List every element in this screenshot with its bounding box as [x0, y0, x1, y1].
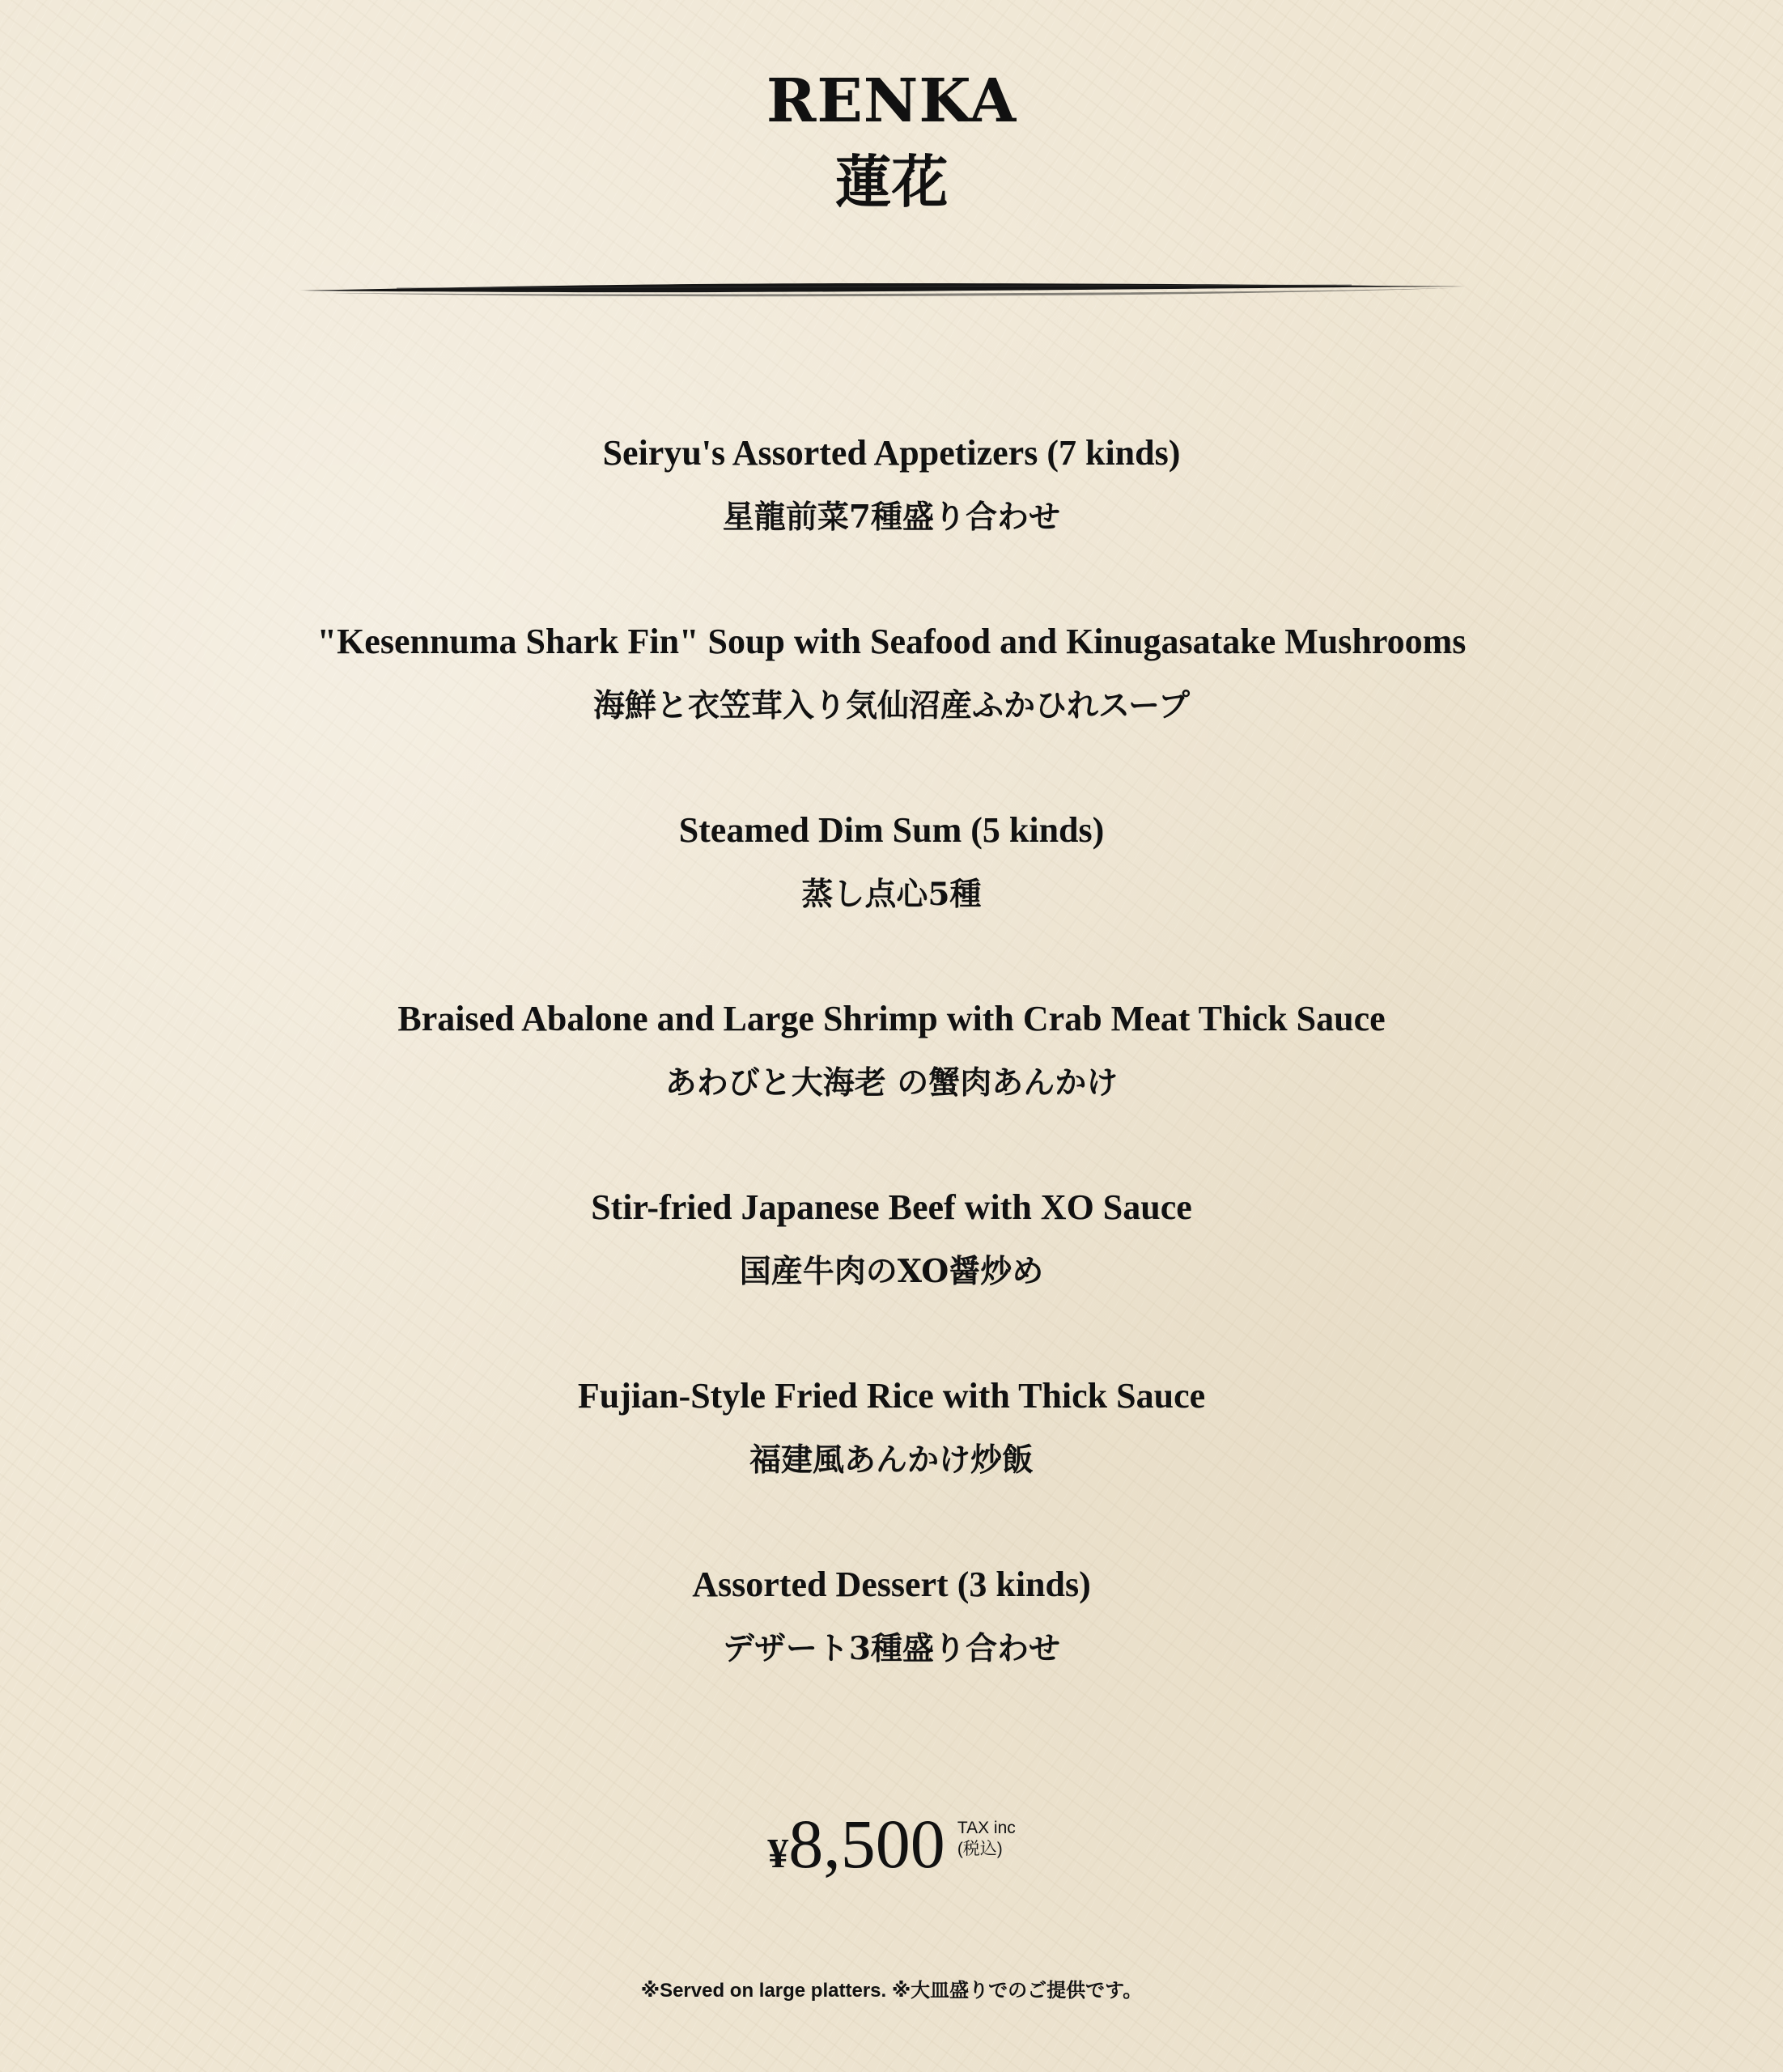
- course-item: [0, 1556, 1783, 1745]
- course-item: [0, 1179, 1783, 1368]
- course-item: [0, 1368, 1783, 1556]
- price-currency: ¥: [767, 1831, 789, 1877]
- course-name-jp: 星龍前菜7種盛り合わせ: [722, 499, 1061, 536]
- course-name-jp: デザート3種盛り合わせ: [722, 1630, 1061, 1667]
- course-name-jp: 蒸し点心5種: [801, 876, 982, 913]
- footnote: ※Served on large platters. ※大皿盛りでのご提供です。: [640, 1980, 1143, 2002]
- course-name-en: Assorted Dessert (3 kinds): [692, 1565, 1091, 1604]
- price-amount: 8,500: [788, 1805, 945, 1883]
- course-name-jp: 国産牛肉のXO醤炒め: [739, 1253, 1044, 1290]
- course-name-en: Fujian-Style Fried Rice with Thick Sauce: [577, 1376, 1206, 1416]
- tax-note-jp: (税込): [957, 1840, 1003, 1858]
- course-item: [0, 614, 1783, 802]
- course-item: [0, 991, 1783, 1179]
- course-name-jp: 福建風あんかけ炒飯: [749, 1441, 1034, 1479]
- menu-header: [0, 65, 1783, 219]
- course-list: [0, 425, 1783, 1745]
- menu-title-en: RENKA: [766, 66, 1017, 136]
- course-name-jp: 海鮮と衣笠茸入り気仙沼産ふかひれスープ: [592, 687, 1191, 724]
- course-name-en: Stir-fried Japanese Beef with XO Sauce: [591, 1187, 1192, 1227]
- course-name-jp: あわびと大海老 の蟹肉あんかけ: [664, 1064, 1119, 1102]
- menu-title-jp: 蓮花: [834, 148, 949, 215]
- course-name-en: Braised Abalone and Large Shrimp with Crab Meat Thick Sauce: [397, 999, 1386, 1038]
- course-name-en: "Kesennuma Shark Fin" Soup with Seafood and Kinugasatake Mushrooms: [316, 622, 1467, 661]
- price-section: [0, 1803, 1783, 1884]
- tax-note: [957, 1818, 1016, 1860]
- brush-stroke-divider: [299, 277, 1465, 301]
- course-name-en: Seiryu's Assorted Appetizers (7 kinds): [602, 433, 1181, 473]
- course-name-en: Steamed Dim Sum (5 kinds): [678, 810, 1105, 850]
- course-item: [0, 802, 1783, 991]
- tax-note-en: TAX inc: [957, 1819, 1016, 1837]
- course-item: [0, 425, 1783, 614]
- price: [767, 1803, 1016, 1884]
